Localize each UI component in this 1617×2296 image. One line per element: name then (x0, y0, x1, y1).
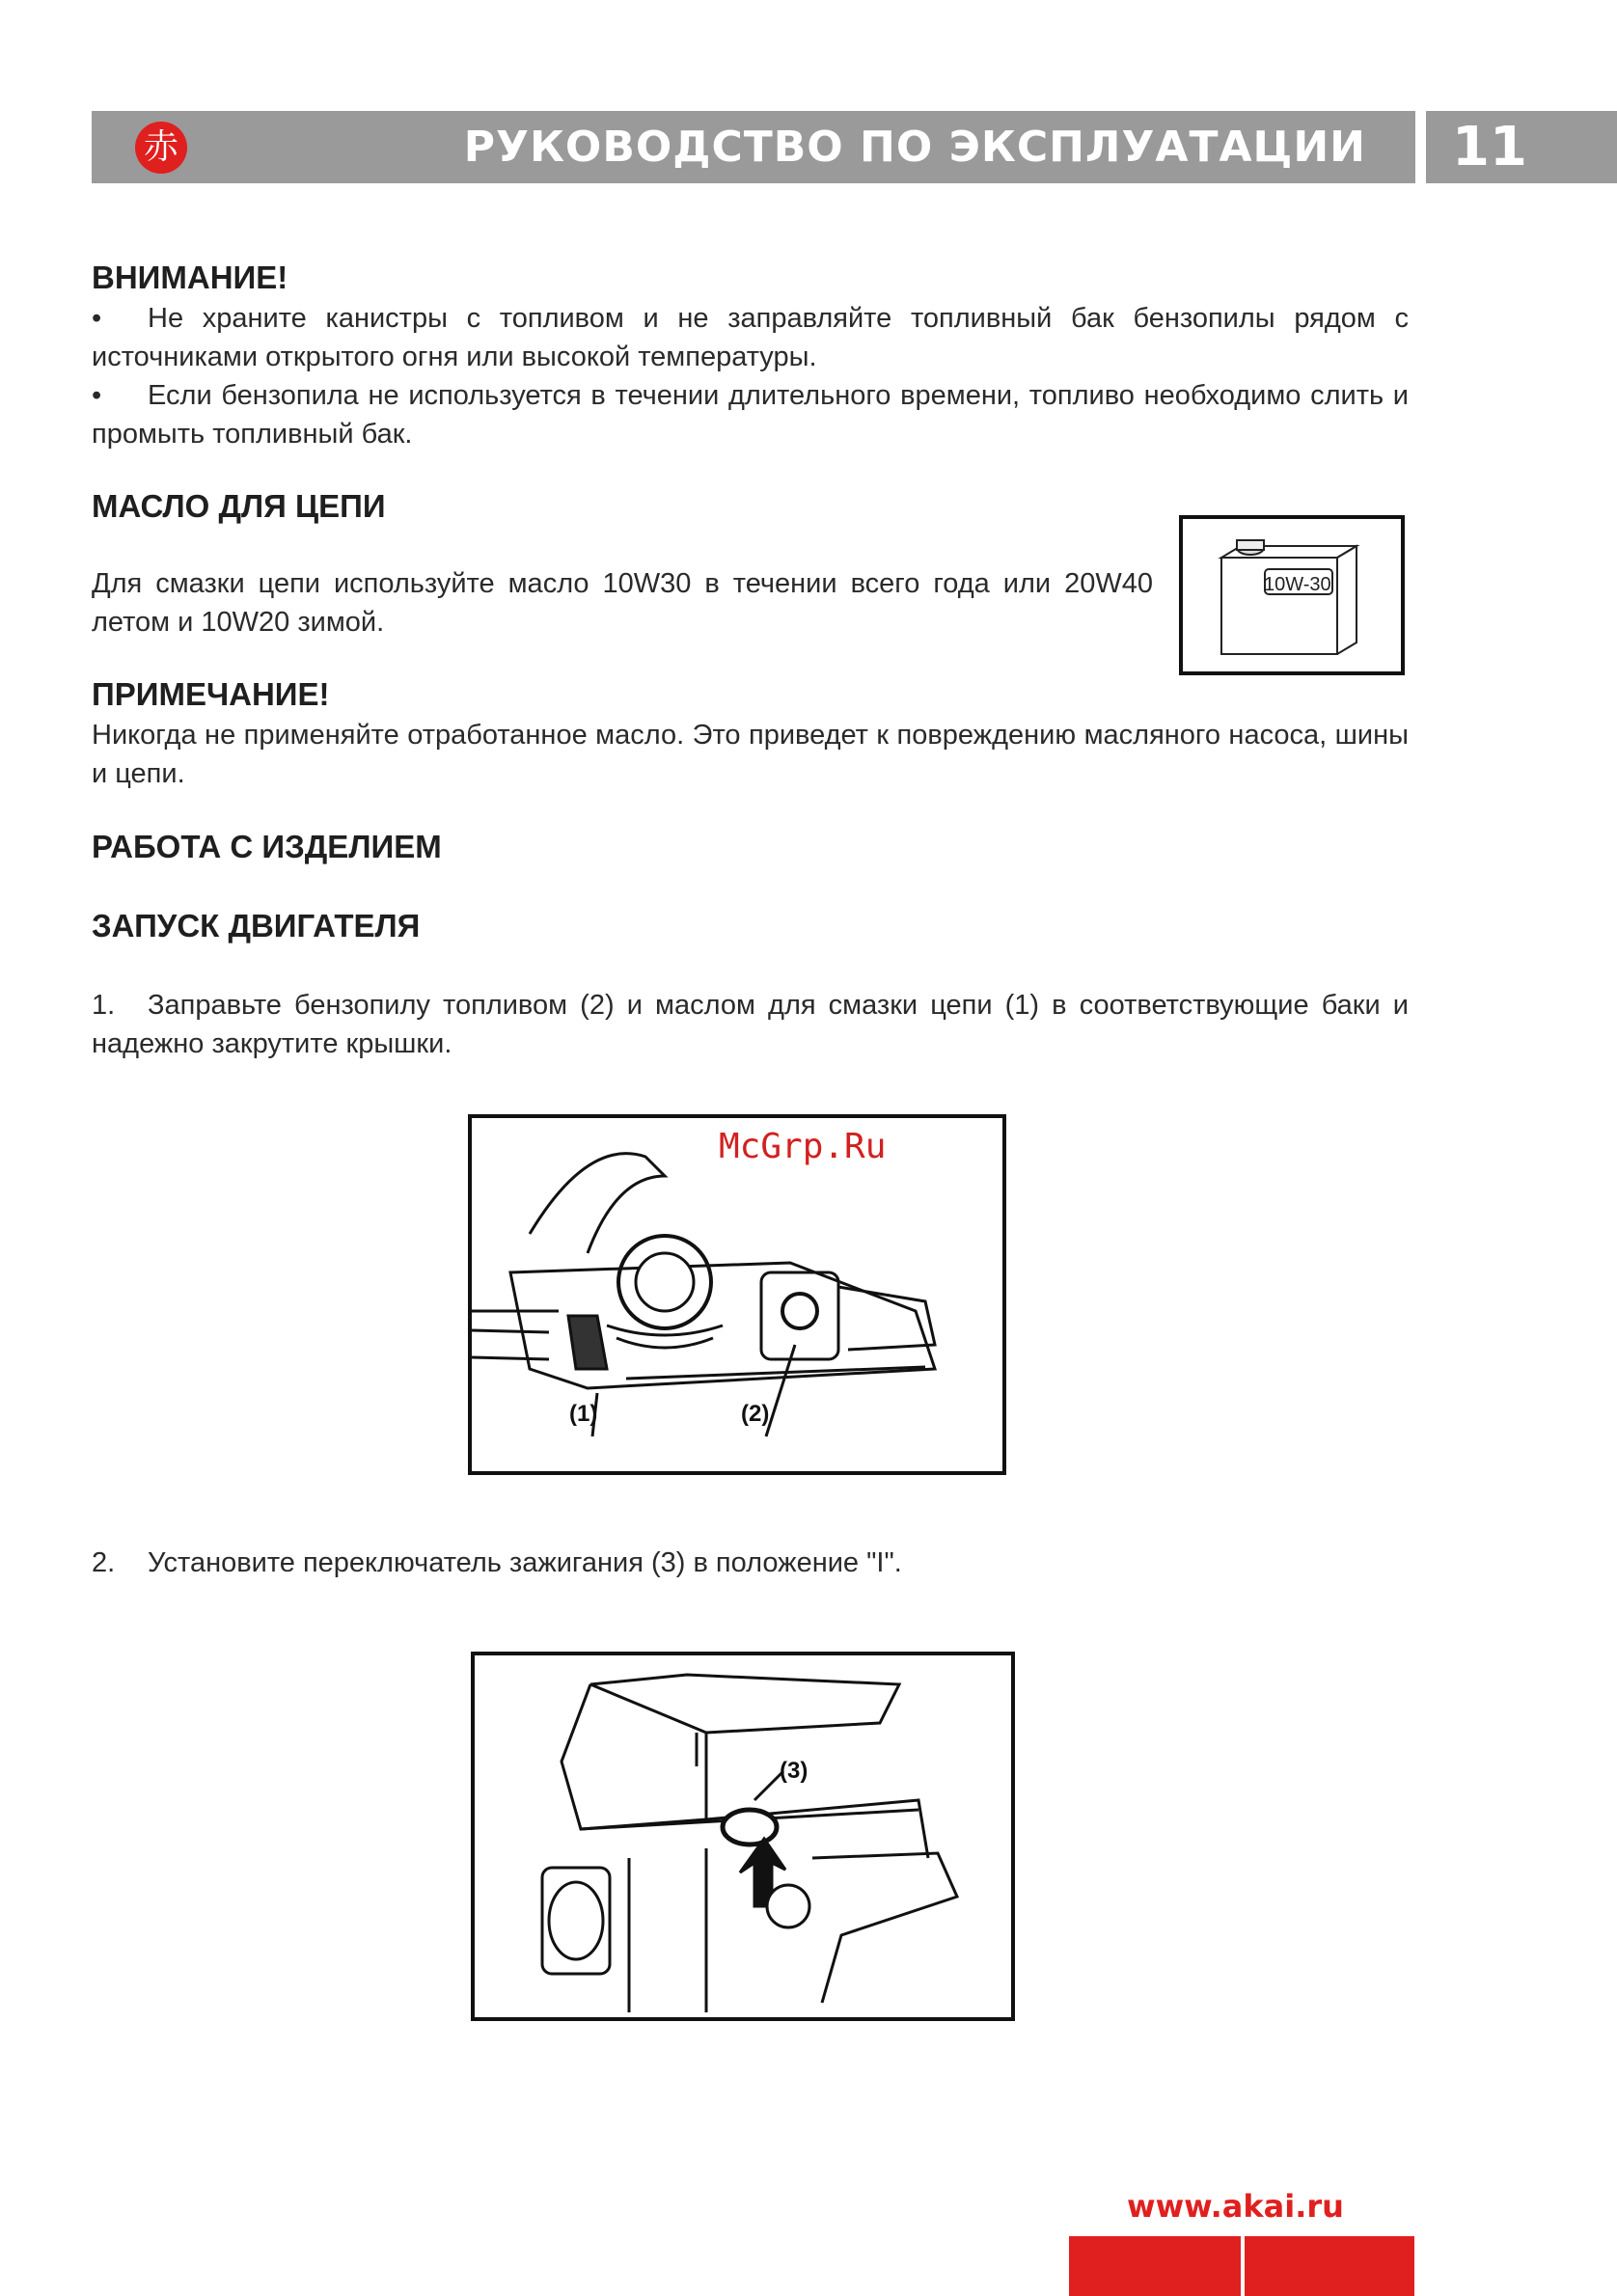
canister-label: 10W-30 (1264, 574, 1331, 595)
footer-bar-right (1245, 2236, 1414, 2296)
warning-bullet-1 (92, 299, 1409, 376)
footer-url[interactable]: www.akai.ru (1127, 2188, 1344, 2225)
callout-2: (2) (741, 1401, 770, 1427)
bullet-icon: • (92, 303, 102, 334)
watermark: McGrp.Ru (719, 1127, 887, 1166)
note-heading: ПРИМЕЧАНИЕ! (92, 676, 330, 712)
warning-bullet-1-text: Не храните канистры с топливом и не заправляйте топливный бак бензопилы рядом с источниками открытого огня или высокой температуры. (92, 303, 1409, 372)
chain-oil-heading: МАСЛО ДЛЯ ЦЕПИ (92, 488, 386, 524)
footer-bar-left (1069, 2236, 1241, 2296)
chainsaw-illustration (472, 1118, 1002, 1471)
ignition-switch-figure (471, 1652, 1015, 2021)
step-2 (92, 1544, 1409, 1582)
bullet-icon: • (92, 380, 102, 411)
warning-bullet-2 (92, 376, 1409, 453)
operation-heading: РАБОТА С ИЗДЕЛИЕМ (92, 829, 442, 864)
callout-3: (3) (780, 1758, 808, 1784)
warning-heading: ВНИМАНИЕ! (92, 260, 288, 295)
warning-bullet-2-text: Если бензопила не используется в течении длительного времени, топливо необходимо слить и промыть топливный бак. (92, 380, 1409, 450)
step-1 (92, 986, 1409, 1063)
page-number: 11 (1452, 116, 1527, 178)
callout-1: (1) (569, 1401, 598, 1427)
step-2-text: Установите переключатель зажигания (3) в положение "I". (148, 1547, 902, 1578)
step-2-number: 2. (92, 1547, 116, 1578)
step-1-text: Заправьте бензопилу топливом (2) и маслом для смазки цепи (1) в соответствующие баки и надежно закрутите крышки. (92, 990, 1409, 1059)
header-title: РУКОВОДСТВО ПО ЭКСПЛУАТАЦИИ (463, 123, 1366, 172)
chain-oil-text: Для смазки цепи используйте масло 10W30 в течении всего года или 20W40 летом и 10W20 зимой. (92, 568, 1153, 638)
akai-logo-icon: 赤 (135, 122, 187, 174)
chainsaw-figure (468, 1114, 1006, 1475)
step-1-number: 1. (92, 990, 116, 1021)
engine-start-heading: ЗАПУСК ДВИГАТЕЛЯ (92, 908, 421, 943)
ignition-switch-illustration (475, 1655, 1011, 2012)
note-text: Никогда не применяйте отработанное масло. Это приведет к повреждению масляного насоса, шины и цепи. (92, 720, 1409, 789)
